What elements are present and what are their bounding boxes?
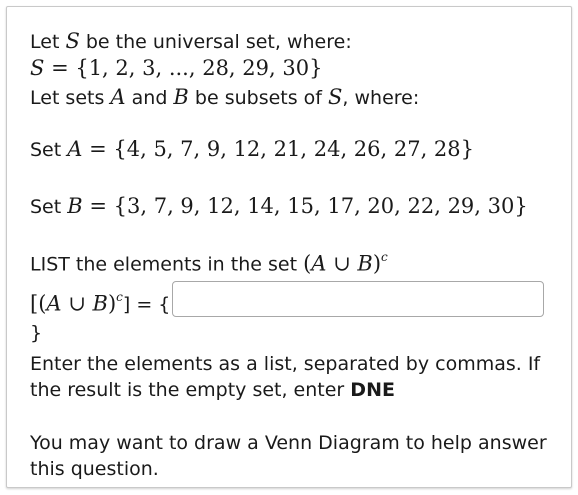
universal-set-elements: = {1, 2, 3, ..., 28, 29, 30} [44,56,323,80]
complement-superscript: c [381,250,388,264]
set-a-label: Set [30,139,68,161]
equals-open-brace: ] = { [122,293,171,316]
closing-brace: } [30,322,43,344]
tip-line-1: You may want to draw a Venn Diagram to help answer [30,432,547,454]
tip-line-2: this question. [30,458,159,480]
instructions-text: the result is the empty set, enter [30,379,351,401]
union-symbol: ∪ [326,251,358,276]
union-symbol: ∪ [61,291,93,316]
var-b: B [173,85,189,109]
dne-keyword: DNE [350,379,395,401]
var-s: S [65,29,80,53]
set-b-label: Set [30,196,68,218]
question-prompt [30,246,388,277]
set-b-definition [30,193,528,220]
intro-text: Let [30,31,66,53]
instructions-line-2 [30,377,395,403]
var-a: A [110,85,126,109]
paren: ) [372,251,382,276]
instructions-line-1: Enter the elements as a list, separated by commas. If [30,353,541,375]
intro-text: and [125,87,174,109]
var-s: S [328,85,343,109]
paren: ) [107,291,117,316]
var-a: A [67,137,83,161]
set-a-definition [30,136,474,163]
var-b: B [92,291,108,316]
var-b: B [357,251,373,276]
var-s: S [30,56,45,80]
var-b: B [67,194,83,218]
bracket: [( [30,291,47,316]
set-b-elements: = {3, 7, 9, 12, 14, 15, 17, 20, 22, 29, 30} [82,194,528,218]
complement-superscript: c [116,290,123,304]
universal-set-definition [30,55,322,82]
question-text: LIST the elements in the set [30,253,304,276]
var-a: A [311,251,327,276]
intro-line-1 [30,28,352,55]
answer-lhs [30,286,170,317]
set-a-elements: = {4, 5, 7, 9, 12, 21, 24, 26, 27, 28} [82,137,475,161]
intro-text: Let sets [30,87,111,109]
intro-text: be the universal set, where: [79,31,352,53]
intro-line-3 [30,84,419,111]
intro-text: be subsets of [188,87,329,109]
intro-text: , where: [342,87,420,109]
var-a: A [46,291,62,316]
paren: ( [303,251,312,276]
answer-input[interactable] [172,281,544,317]
